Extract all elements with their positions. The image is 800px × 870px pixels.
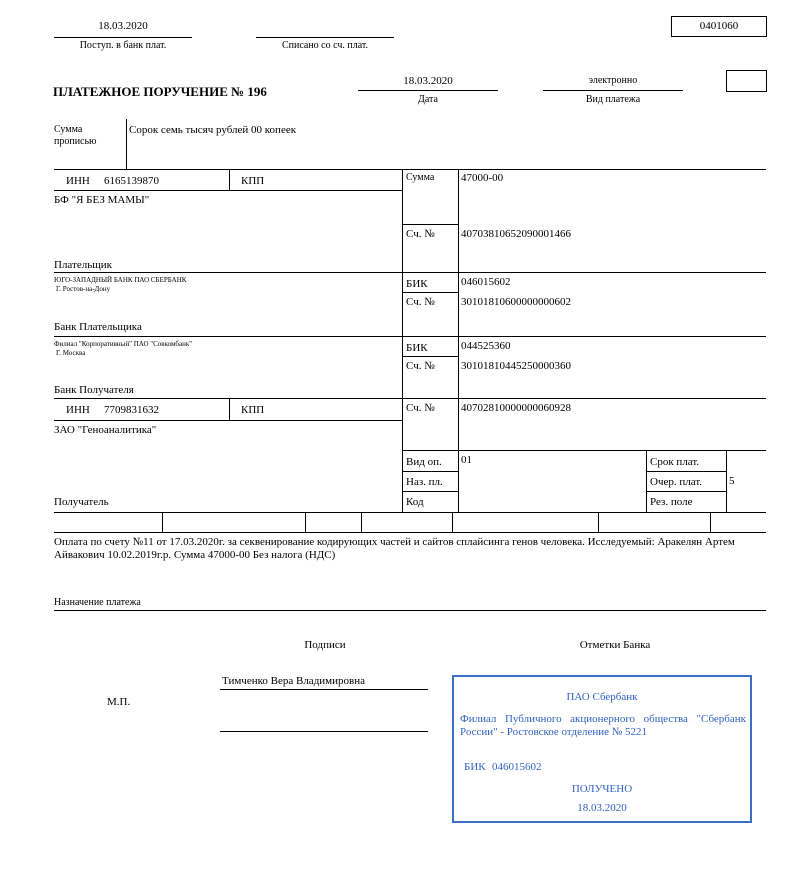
document-title: ПЛАТЕЖНОЕ ПОРУЧЕНИЕ № 196 (53, 84, 267, 99)
signatures-label: Подписи (304, 639, 346, 651)
recipient-inn: 7709831632 (104, 404, 159, 416)
payer-bank-account-label: Сч. № (406, 296, 435, 308)
form-code-box (671, 16, 767, 37)
grid-line (646, 471, 726, 472)
debited-label: Списано со сч. плат. (281, 40, 369, 51)
operation-type: 01 (461, 454, 472, 466)
payer-name: БФ "Я БЕЗ МАМЫ" (54, 194, 150, 206)
stamp-bik-label: БИК (464, 761, 486, 773)
payer-bank-city: Г. Ростов-на-Дону (56, 285, 111, 293)
payer-label: Плательщик (54, 259, 112, 271)
recipient-name: ЗАО "Геноаналитика" (54, 424, 157, 436)
stamp-status: ПОЛУЧЕНО (571, 783, 633, 795)
grid-line (54, 169, 766, 170)
purpose-label: Назначение платежа (54, 597, 141, 608)
payer-inn-label: ИНН (66, 175, 90, 187)
bank-stamp (452, 675, 752, 823)
grid-line (458, 169, 459, 512)
payer-kpp-label: КПП (241, 175, 265, 187)
order-date-label: Дата (418, 94, 438, 105)
stamp-date: 18.03.2020 (577, 802, 627, 814)
amount-words-label-2: прописью (54, 136, 97, 147)
tax-field-divider (598, 512, 599, 532)
term-label: Срок плат. (650, 456, 700, 468)
tax-field-divider (305, 512, 306, 532)
bank-marks-label: Отметки Банка (579, 639, 651, 651)
grid-line (54, 512, 766, 513)
grid-line (402, 491, 458, 492)
stamp-bank: ПАО Сбербанк (566, 691, 638, 703)
received-date: 18.03.2020 (98, 20, 148, 32)
payer-bank-bik-label: БИК (406, 278, 428, 290)
recipient-account-label: Сч. № (406, 402, 435, 414)
grid-line (402, 224, 458, 225)
priority-label: Очер. плат. (650, 476, 703, 488)
payer-inn: 6165139870 (104, 175, 159, 187)
grid-line (54, 272, 766, 273)
payment-type-label: Вид платежа (585, 94, 641, 105)
grid-line (229, 169, 230, 190)
grid-line (54, 190, 402, 191)
recipient-kpp-label: КПП (241, 404, 265, 416)
recipient-bank-account-label: Сч. № (406, 360, 435, 372)
sum-label: Сумма (406, 172, 435, 183)
tax-field-divider (710, 512, 711, 532)
payer-account: 40703810652090001466 (461, 228, 571, 240)
grid-line (54, 398, 766, 399)
form-code: 0401060 (699, 20, 739, 32)
purpose-code-label: Наз. пл. (406, 476, 443, 488)
recipient-bank-name: Филиал "Корпоративный" ПАО "Совкомбанк" (54, 340, 193, 348)
grid-line (726, 450, 727, 512)
recipient-bank-account: 30101810445250000360 (461, 360, 571, 372)
grid-line (402, 356, 458, 357)
payer-bank-name: ЮГО-ЗАПАДНЫЙ БАНК ПАО СБЕРБАНК (54, 276, 187, 284)
signature-line-1 (220, 689, 428, 690)
grid-line (402, 169, 403, 512)
stamp-branch: Филиал Публичного акционерного общества "Сбербанк России" - Ростовское отделение № 5221 (460, 713, 746, 738)
amount-words-label-1: Сумма (54, 124, 83, 135)
grid-line (54, 420, 402, 421)
grid-line (402, 292, 458, 293)
payer-account-label: Сч. № (406, 228, 435, 240)
grid-line (54, 336, 766, 337)
purpose-text: Оплата по счету №11 от 17.03.2020г. за секвенирование кодирующих частей и сайтов сплайсинга генов человека. Исследуемый: Аракелян Артем Айвакович 10.02.2019г.р. Сумма 47000-00 Без налога (НДС) (54, 536, 735, 561)
order-date-line (358, 90, 498, 91)
tax-field-divider (361, 512, 362, 532)
debited-date-line (256, 37, 394, 38)
payment-type-line (543, 90, 683, 91)
payer-bank-account: 30101810600000000602 (461, 296, 571, 308)
grid-line (402, 471, 458, 472)
code-label: Код (406, 496, 424, 508)
received-date-line (54, 37, 192, 38)
payer-status-box (726, 70, 767, 92)
grid-line (402, 450, 766, 451)
grid-line (646, 491, 726, 492)
amount-words-divider (126, 119, 127, 169)
signer-name: Тимченко Вера Владимировна (222, 675, 365, 687)
reserve-label: Рез. поле (650, 496, 693, 508)
purpose-line (54, 610, 766, 611)
recipient-label: Получатель (54, 496, 109, 508)
sum-value: 47000-00 (461, 172, 504, 184)
recipient-account: 40702810000000060928 (461, 402, 571, 414)
tax-field-divider (452, 512, 453, 532)
tax-field-divider (162, 512, 163, 532)
stamp-bik: 046015602 (492, 761, 542, 773)
operation-type-label: Вид оп. (406, 456, 442, 468)
grid-line (54, 532, 766, 533)
recipient-bank-bik: 044525360 (461, 340, 511, 352)
payment-type: электронно (588, 75, 638, 86)
amount-words-value: Сорок семь тысяч рублей 00 копеек (129, 124, 297, 136)
priority-value: 5 (729, 475, 735, 487)
recipient-bank-city: Г. Москва (56, 349, 86, 357)
recipient-inn-label: ИНН (66, 404, 90, 416)
signature-line-2 (220, 731, 428, 732)
order-date: 18.03.2020 (403, 75, 453, 87)
recipient-bank-label: Банк Получателя (54, 384, 134, 396)
seal-label: М.П. (107, 696, 131, 708)
grid-line (229, 398, 230, 420)
received-label: Поступ. в банк плат. (79, 40, 167, 51)
recipient-bank-bik-label: БИК (406, 342, 428, 354)
grid-line (646, 450, 647, 512)
payer-bank-label: Банк Плательщика (54, 321, 142, 333)
payer-bank-bik: 046015602 (461, 276, 511, 288)
